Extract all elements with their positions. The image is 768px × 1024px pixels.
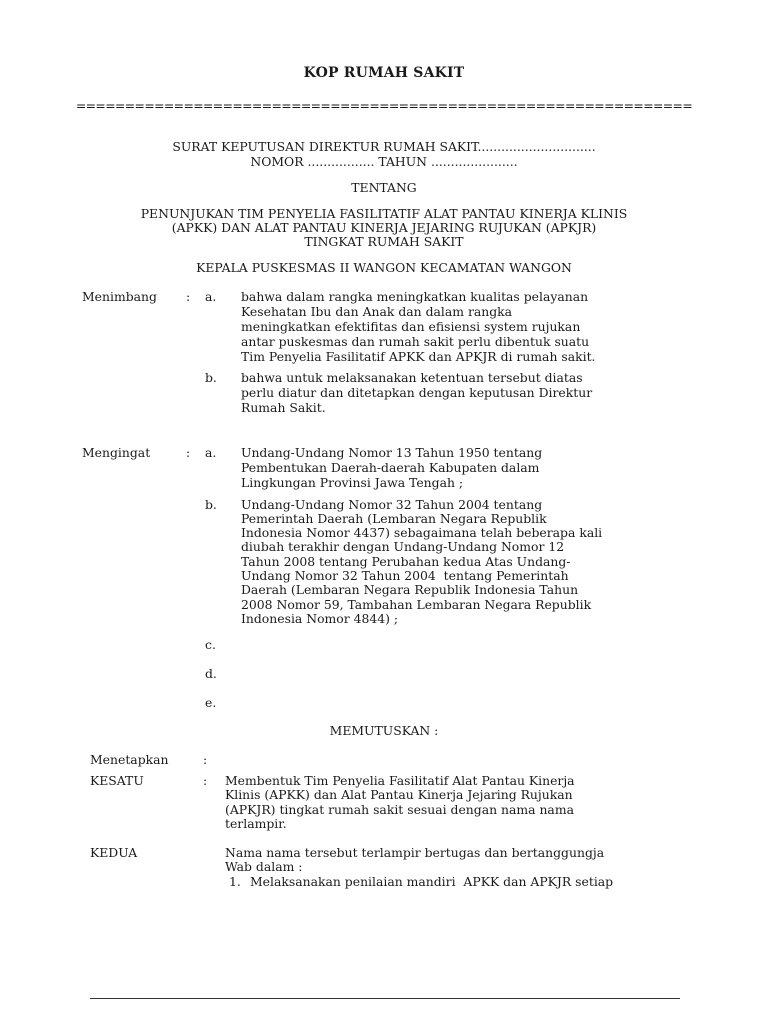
letterhead-title: KOP RUMAH SAKIT (303, 65, 465, 81)
menimbang-a-line: antar puskesmas dan rumah sakit perlu dibentuk suatu (241, 334, 590, 349)
kedua-line: Nama nama tersebut terlampir bertugas dan bertanggungja (225, 845, 605, 860)
menimbang-a-line: meningkatkan efektifitas dan efisiensi system rujukan (241, 319, 581, 334)
kesatu-label: KESATU (90, 773, 144, 788)
subject-line-1: PENUNJUKAN TIM PENYELIA FASILITATIF ALAT PANTAU KINERJA KLINIS (140, 206, 628, 221)
footer-divider (90, 998, 680, 999)
kesatu-line: Klinis (APKK) dan Alat Pantau Kinerja Jejaring Rujukan (225, 787, 573, 802)
menetapkan-colon: : (203, 752, 208, 767)
mengingat-b-marker: b. (205, 497, 217, 512)
menimbang-b-line: bahwa untuk melaksanakan ketentuan tersebut diatas (241, 370, 583, 385)
menimbang-b-line: perlu diatur dan ditetapkan dengan keputusan Direktur (241, 385, 593, 400)
menimbang-b-line: Rumah Sakit. (241, 400, 326, 415)
menimbang-colon: : (186, 289, 191, 304)
subject-line-3: TINGKAT RUMAH SAKIT (304, 234, 464, 249)
mengingat-b-line: diubah terakhir dengan Undang-Undang Nomor 12 (241, 539, 565, 554)
mengingat-a-line: Undang-Undang Nomor 13 Tahun 1950 tentang (241, 445, 543, 460)
about-label: TENTANG (351, 180, 417, 195)
menimbang-b-marker: b. (205, 370, 217, 385)
decree-number: NOMOR ................. TAHUN ...................... (250, 154, 518, 169)
mengingat-a-line: Lingkungan Provinsi Jawa Tengah ; (241, 475, 464, 490)
kesatu-line: terlampir. (225, 816, 287, 831)
menimbang-a-marker: a. (205, 289, 217, 304)
kesatu-line: (APKJR) tingkat rumah sakit sesuai dengan nama nama (225, 802, 574, 817)
kedua-line: Wab dalam : (225, 859, 303, 874)
kedua-label: KEDUA (90, 845, 138, 860)
mengingat-b-line: Indonesia Nomor 4844) ; (241, 611, 399, 626)
mengingat-b-line: Tahun 2008 tentang Perubahan kedua Atas Undang- (241, 554, 571, 569)
menetapkan-label: Menetapkan (90, 752, 169, 767)
authority-line: KEPALA PUSKESMAS II WANGON KECAMATAN WANGON (196, 260, 572, 275)
mengingat-b-line: Indonesia Nomor 4437) sebagaimana telah beberapa kali (241, 525, 603, 540)
menimbang-label: Menimbang (82, 289, 157, 304)
decree-title: SURAT KEPUTUSAN DIREKTUR RUMAH SAKIT.............................. (172, 139, 596, 154)
mengingat-e-marker: e. (205, 695, 217, 710)
mengingat-a-marker: a. (205, 445, 217, 460)
kesatu-colon: : (203, 773, 208, 788)
letterhead-separator: =============================================================== (75, 98, 693, 113)
mengingat-b-line: Undang Nomor 32 Tahun 2004 tentang Pemerintah (241, 568, 569, 583)
kesatu-line: Membentuk Tim Penyelia Fasilitatif Alat Pantau Kinerja (225, 773, 575, 788)
mengingat-a-line: Pembentukan Daerah-daerah Kabupaten dalam (241, 460, 540, 475)
mengingat-b-line: 2008 Nomor 59, Tambahan Lembaran Negara Republik (241, 597, 592, 612)
kedua-sub-text: Melaksanakan penilaian mandiri APKK dan APKJR setiap (250, 874, 614, 889)
menimbang-a-line: Kesehatan Ibu dan Anak dan dalam rangka (241, 304, 513, 319)
mengingat-b-line: Undang-Undang Nomor 32 Tahun 2004 tentang (241, 497, 543, 512)
subject-line-2: (APKK) DAN ALAT PANTAU KINERJA JEJARING RUJUKAN (APKJR) (171, 220, 597, 235)
mengingat-b-line: Pemerintah Daerah (Lembaran Negara Republik (241, 511, 547, 526)
mengingat-b-line: Daerah (Lembaran Negara Republik Indonesia Tahun (241, 582, 579, 597)
mengingat-c-marker: c. (205, 637, 216, 652)
mengingat-colon: : (186, 445, 191, 460)
menimbang-a-line: Tim Penyelia Fasilitatif APKK dan APKJR di rumah sakit. (241, 349, 596, 364)
menimbang-a-line: bahwa dalam rangka meningkatkan kualitas pelayanan (241, 289, 589, 304)
memutuskan-title: MEMUTUSKAN : (329, 723, 439, 738)
mengingat-d-marker: d. (205, 666, 217, 681)
kedua-sub-marker: 1. (229, 874, 241, 889)
mengingat-label: Mengingat (82, 445, 151, 460)
